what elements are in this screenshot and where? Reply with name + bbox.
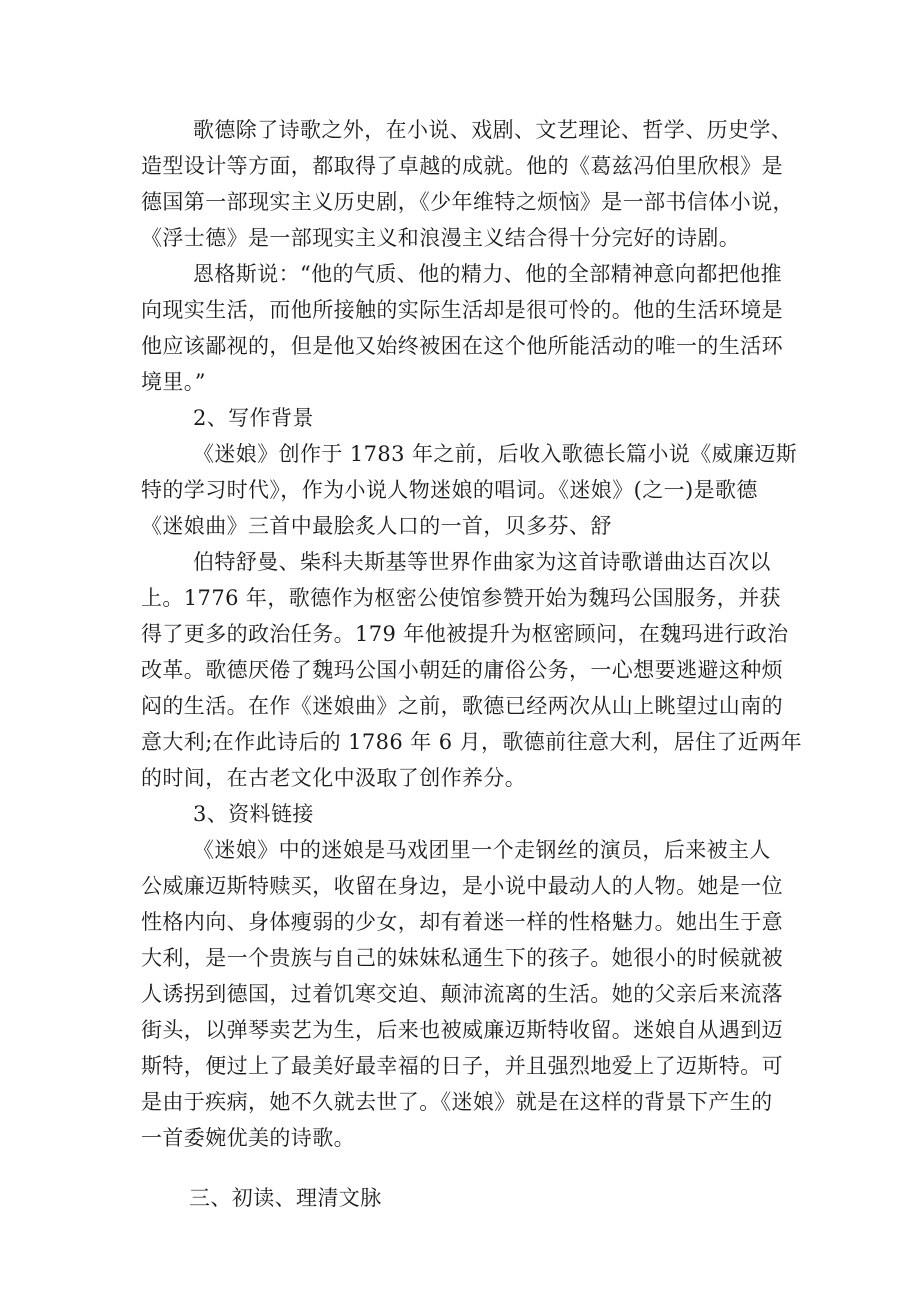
subheading: 3、资料链接 [193,802,314,826]
text-line: 上。1776 年，歌德作为枢密公使馆参赞开始为魏玛公国服务，并获 [141,586,781,610]
text-line: 街头，以弹琴卖艺为生，后来也被威廉迈斯特收留。迷娘自从遇到迈 [141,1018,783,1042]
paragraph-engels-quote [141,256,781,400]
text-line: 公威廉迈斯特赎买，收留在身边，是小说中最动人的人物。她是一位 [141,874,783,898]
text-line: 人诱拐到德国，过着饥寒交迫、颠沛流离的生活。她的父亲后来流落 [141,982,783,1006]
text-line: 得了更多的政治任务。179 年他被提升为枢密顾问，在魏玛进行政治 [141,622,789,646]
text-line: 恩格斯说：“他的气质、他的精力、他的全部精神意向都把他推 [193,262,782,286]
text-line: 的时间，在古老文化中汲取了创作养分。 [141,766,527,790]
text-line: 《迷娘》中的迷娘是马戏团里一个走钢丝的演员，后来被主人 [193,838,771,862]
spacer [141,1156,781,1180]
section-heading-first-reading [141,1180,781,1216]
text-line: 斯特，便过上了最美好最幸福的日子，并且强烈地爱上了迈斯特。可 [141,1054,783,1078]
document-page [141,112,802,1216]
text-line: 造型设计等方面，都取得了卓越的成就。他的《葛兹冯伯里欣根》是 [141,154,783,178]
text-line: 意大利;在作此诗后的 1786 年 6 月，歌德前往意大利，居住了近两年 [141,730,802,754]
text-line: 伯特舒曼、柴科夫斯基等世界作曲家为这首诗歌谱曲达百次以 [193,550,771,574]
subheading: 2、写作背景 [193,406,314,430]
text-line: 《迷娘》创作于 1783 年之前，后收入歌德长篇小说《威廉迈斯 [193,442,798,466]
heading-writing-background [141,400,781,436]
text-line: 性格内向、身体瘦弱的少女，却有着迷一样的性格魅力。她出生于意 [141,910,783,934]
paragraph-mignon-creation [141,436,798,544]
text-line: 闷的生活。在作《迷娘曲》之前，歌德已经两次从山上眺望过山南的 [141,694,783,718]
paragraph-mignon-character [141,832,781,1156]
text-line: 改革。歌德厌倦了魏玛公国小朝廷的庸俗公务，一心想要逃避这种烦 [141,658,783,682]
heading-resource-links [141,796,781,832]
paragraph-goethe-achievements [141,112,794,256]
text-line: 特的学习时代》，作为小说人物迷娘的唱词。《迷娘》(之一)是歌德 [141,478,758,502]
text-line: 他应该鄙视的，但是他又始终被困在这个他所能活动的唯一的生活环 [141,334,783,358]
text-line: 境里。” [141,370,206,394]
paragraph-composers-politics [141,544,802,796]
text-line: 大利，是一个贵族与自己的妹妹私通生下的孩子。她很小的时候就被 [141,946,783,970]
text-line: 德国第一部现实主义历史剧，《少年维特之烦恼》是一部书信体小说， [141,190,794,214]
section-heading: 三、初读、理清文脉 [189,1186,382,1210]
text-line: 向现实生活，而他所接触的实际生活却是很可怜的。他的生活环境是 [141,298,783,322]
text-line: 一首委婉优美的诗歌。 [141,1126,355,1150]
text-line: 《浮士德》是一部现实主义和浪漫主义结合得十分完好的诗剧。 [141,226,741,250]
text-line: 是由于疾病，她不久就去世了。《迷娘》就是在这样的背景下产生的 [141,1090,773,1114]
text-line: 歌德除了诗歌之外，在小说、戏剧、文艺理论、哲学、历史学、 [193,118,793,142]
text-line: 《迷娘曲》三首中最脍炙人口的一首，贝多芬、舒 [141,514,612,538]
